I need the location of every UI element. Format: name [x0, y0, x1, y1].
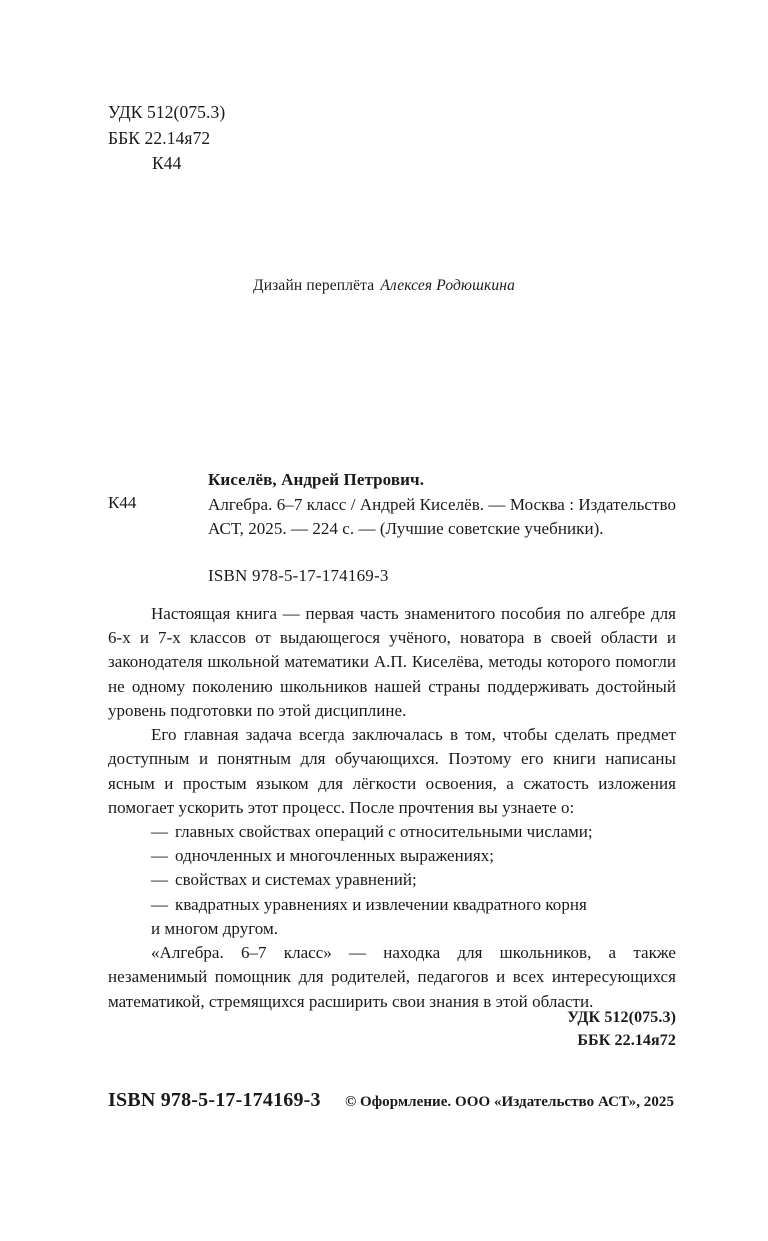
biblio-cutter-code: К44 [108, 493, 137, 512]
classification-codes-top [108, 100, 225, 177]
bbk-code-bottom: ББК 22.14я72 [577, 1031, 676, 1049]
list-item [108, 868, 676, 892]
list-item-text: квадратных уравнениях и извлечении квадратного корня [175, 894, 587, 914]
list-item [108, 820, 676, 844]
bibliographic-record [108, 470, 676, 541]
bbk-code-top: ББК 22.14я72 [108, 127, 211, 148]
designer-credit [0, 277, 768, 295]
cutter-code-top: К44 [152, 153, 182, 174]
biblio-author: Киселёв, Андрей Петрович. [208, 470, 425, 489]
annotation-paragraph-2: Его главная задача всегда заключалась в том, чтобы сделать предмет доступным и понятным для обучающихся. Поэтому его книги написаны ясным и простым языком для лёгкости освоения, а сжатость изложения помогает ускорить этот процесс. После прочтения вы узнаете о: [108, 725, 676, 817]
footer-copyright: © Оформление. ООО «Издательство АСТ», 2025 [344, 1094, 674, 1110]
em-dash-bullet-icon: — [151, 846, 169, 866]
list-tail-text: и многом другом. [151, 918, 279, 938]
list-item-text: главных свойствах операций с относительными числами; [175, 821, 593, 841]
footer-isbn: ISBN 978-5-17-174169-3 [108, 1089, 321, 1111]
biblio-description: Алгебра. 6–7 класс / Андрей Киселёв. — Москва : Издательство АСТ, 2025. — 224 с. — (Лучшие советские учебники). [208, 495, 676, 539]
designer-credit-name: Алексея Родюшкина [380, 277, 516, 294]
em-dash-bullet-icon: — [151, 821, 169, 841]
list-item [108, 893, 676, 917]
list-item [108, 844, 676, 868]
designer-credit-label: Дизайн переплёта [252, 277, 375, 294]
udc-code-bottom: УДК 512(075.3) [567, 1009, 676, 1026]
udc-code-top: УДК 512(075.3) [108, 102, 226, 122]
em-dash-bullet-icon: — [151, 870, 169, 890]
biblio-body [108, 493, 676, 541]
feature-list [108, 820, 676, 917]
em-dash-bullet-icon: — [151, 894, 169, 914]
annotation-paragraph-1: Настоящая книга — первая часть знаменитого пособия по алгебре для 6-х и 7-х классов от выдающегося учёного, новатора в своей области и законодателя школьной математики А.П. Киселёва, методы которого помогли не одному поколению школьников нашей страны поддерживать достойный уровень подготовки по этой дисциплине. [108, 604, 676, 720]
biblio-isbn: ISBN 978-5-17-174169-3 [208, 566, 389, 585]
annotation-block [108, 602, 676, 1014]
list-item-text: свойствах и системах уравнений; [175, 870, 417, 890]
annotation-paragraph-3: «Алгебра. 6–7 класс» — находка для школьников, а также незаменимый помощник для родителей, педагогов и всех интересующихся математикой, стремящихся расширить свои знания в этой области. [108, 943, 676, 1011]
classification-codes-bottom [567, 1007, 676, 1052]
page-footer [108, 1089, 676, 1112]
list-item-text: одночленных и многочленных выражениях; [175, 846, 494, 866]
